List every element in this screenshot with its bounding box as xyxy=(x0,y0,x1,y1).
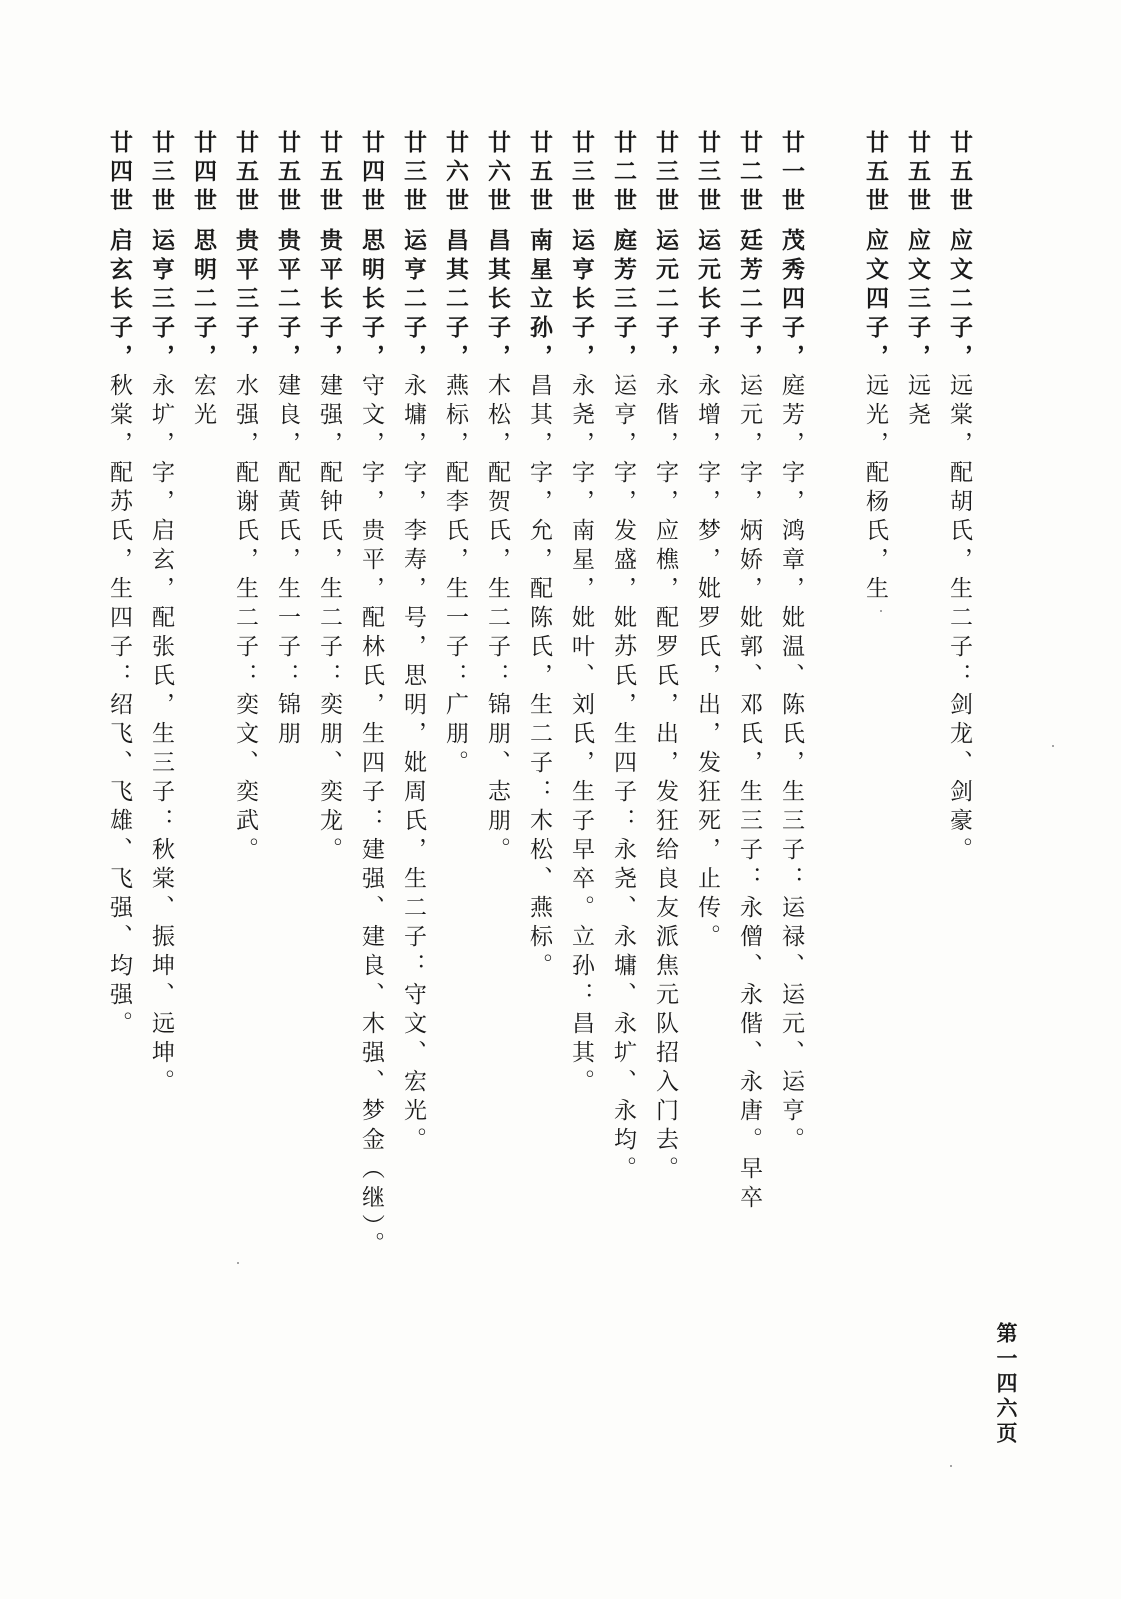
scan-speck xyxy=(237,1262,239,1264)
entry-column xyxy=(272,130,302,750)
entry-text: 远尧 xyxy=(904,373,930,431)
entry-column xyxy=(146,130,176,1098)
generation-label: 廿三世 xyxy=(652,130,678,217)
entry-text: 昌其，字，允，配陈氏，生二子：木松、燕标。 xyxy=(526,373,552,982)
entry-text: 庭芳，字，鸿章，妣温、陈氏，生三子：运禄、运元、运亨。 xyxy=(778,373,804,1156)
entry-lead: 昌其二子， xyxy=(442,228,468,373)
entry-text: 远棠，配胡氏，生二子：剑龙、剑豪。 xyxy=(946,373,972,866)
entry-lead: 应文二子， xyxy=(946,228,972,373)
generation-label: 廿四世 xyxy=(190,130,216,217)
entry-column xyxy=(356,130,386,1261)
entry-text: 远光，配杨氏，生 xyxy=(862,373,888,605)
entry-lead: 贵平二子， xyxy=(274,228,300,373)
generation-label: 廿一世 xyxy=(778,130,804,217)
entry-text: 永偕，字，应樵，配罗氏，出，发狂给良友派焦元队招入门去。 xyxy=(652,373,678,1185)
entry-column xyxy=(692,130,722,953)
entry-text: 永增，字，梦，妣罗氏，出，发狂死，止传。 xyxy=(694,373,720,953)
entry-column xyxy=(860,130,890,605)
entry-lead: 昌其长子， xyxy=(484,228,510,373)
entry-lead: 运元长子， xyxy=(694,228,720,373)
entry-column xyxy=(650,130,680,1185)
entry-lead: 思明二子， xyxy=(190,228,216,373)
entry-lead: 贵平长子， xyxy=(316,228,342,373)
generation-label: 廿五世 xyxy=(232,130,258,217)
entry-lead: 南星立孙， xyxy=(526,228,552,373)
entry-text: 永圹，字，启玄，配张氏，生三子：秋棠、振坤、远坤。 xyxy=(148,373,174,1098)
generation-label: 廿三世 xyxy=(148,130,174,217)
scan-speck xyxy=(950,1465,952,1467)
page-number: 第一四六页 xyxy=(994,1322,1019,1447)
entry-text: 守文，字，贵平，配林氏，生四子：建强、建良、木强、梦金（继）。 xyxy=(358,373,384,1261)
entry-lead: 启玄长子， xyxy=(106,228,132,373)
entry-text: 燕标，配李氏，生一子：广朋。 xyxy=(442,373,468,779)
entry-lead: 应文三子， xyxy=(904,228,930,373)
generation-label: 廿六世 xyxy=(484,130,510,217)
entry-column xyxy=(734,130,764,1214)
entry-column xyxy=(440,130,470,779)
entry-text: 木松，配贺氏，生二子：锦朋、志朋。 xyxy=(484,373,510,866)
generation-label: 廿五世 xyxy=(862,130,888,217)
generation-label: 廿五世 xyxy=(316,130,342,217)
entry-text: 运亨，字，发盛，妣苏氏，生四子：永尧、永墉、永圹、永均。 xyxy=(610,373,636,1185)
entry-lead: 运元二子， xyxy=(652,228,678,373)
entry-text: 秋棠，配苏氏，生四子：绍飞、飞雄、飞强、均强。 xyxy=(106,373,132,1040)
entry-text: 建强，配钟氏，生二子：奕朋、奕龙。 xyxy=(316,373,342,866)
entry-column xyxy=(230,130,260,866)
entry-text: 永尧，字，南星，妣叶、刘氏，生子早卒。立孙：昌其。 xyxy=(568,373,594,1098)
scan-speck xyxy=(880,610,882,612)
generation-label: 廿四世 xyxy=(358,130,384,217)
entry-text: 建良，配黄氏，生一子：锦朋 xyxy=(274,373,300,750)
generation-label: 廿五世 xyxy=(946,130,972,217)
entry-column xyxy=(944,130,974,866)
entry-lead: 运亨二子， xyxy=(400,228,426,373)
generation-label: 廿六世 xyxy=(442,130,468,217)
entry-lead: 运亨长子， xyxy=(568,228,594,373)
generation-label: 廿三世 xyxy=(694,130,720,217)
entry-text: 水强，配谢氏，生二子：奕文、奕武。 xyxy=(232,373,258,866)
generation-label: 廿二世 xyxy=(610,130,636,217)
generation-label: 廿五世 xyxy=(526,130,552,217)
entry-column xyxy=(314,130,344,866)
entry-column xyxy=(608,130,638,1185)
generation-label: 廿四世 xyxy=(106,130,132,217)
entry-column xyxy=(776,130,806,1156)
entry-lead: 茂秀四子， xyxy=(778,228,804,373)
entry-lead: 廷芳二子， xyxy=(736,228,762,373)
generation-label: 廿二世 xyxy=(736,130,762,217)
entry-column xyxy=(482,130,512,866)
entry-lead: 应文四子， xyxy=(862,228,888,373)
entry-column xyxy=(566,130,596,1098)
entry-lead: 思明长子， xyxy=(358,228,384,373)
generation-label: 廿三世 xyxy=(400,130,426,217)
entry-text: 永墉，字，李寿，号，思明，妣周氏，生二子：守文、宏光。 xyxy=(400,373,426,1156)
entry-column xyxy=(398,130,428,1156)
entry-column xyxy=(104,130,134,1040)
scan-speck xyxy=(1052,745,1054,747)
generation-label: 廿三世 xyxy=(568,130,594,217)
entry-lead: 运亨三子， xyxy=(148,228,174,373)
entry-column xyxy=(188,130,218,431)
entry-column xyxy=(902,130,932,431)
generation-label: 廿五世 xyxy=(274,130,300,217)
entry-text: 运元，字，炳娇，妣郭、邓氏，生三子：永僧、永偕、永唐。早卒 xyxy=(736,373,762,1214)
generation-label: 廿五世 xyxy=(904,130,930,217)
entry-column xyxy=(524,130,554,982)
entry-lead: 贵平三子， xyxy=(232,228,258,373)
entry-text: 宏光 xyxy=(190,373,216,431)
entry-lead: 庭芳三子， xyxy=(610,228,636,373)
